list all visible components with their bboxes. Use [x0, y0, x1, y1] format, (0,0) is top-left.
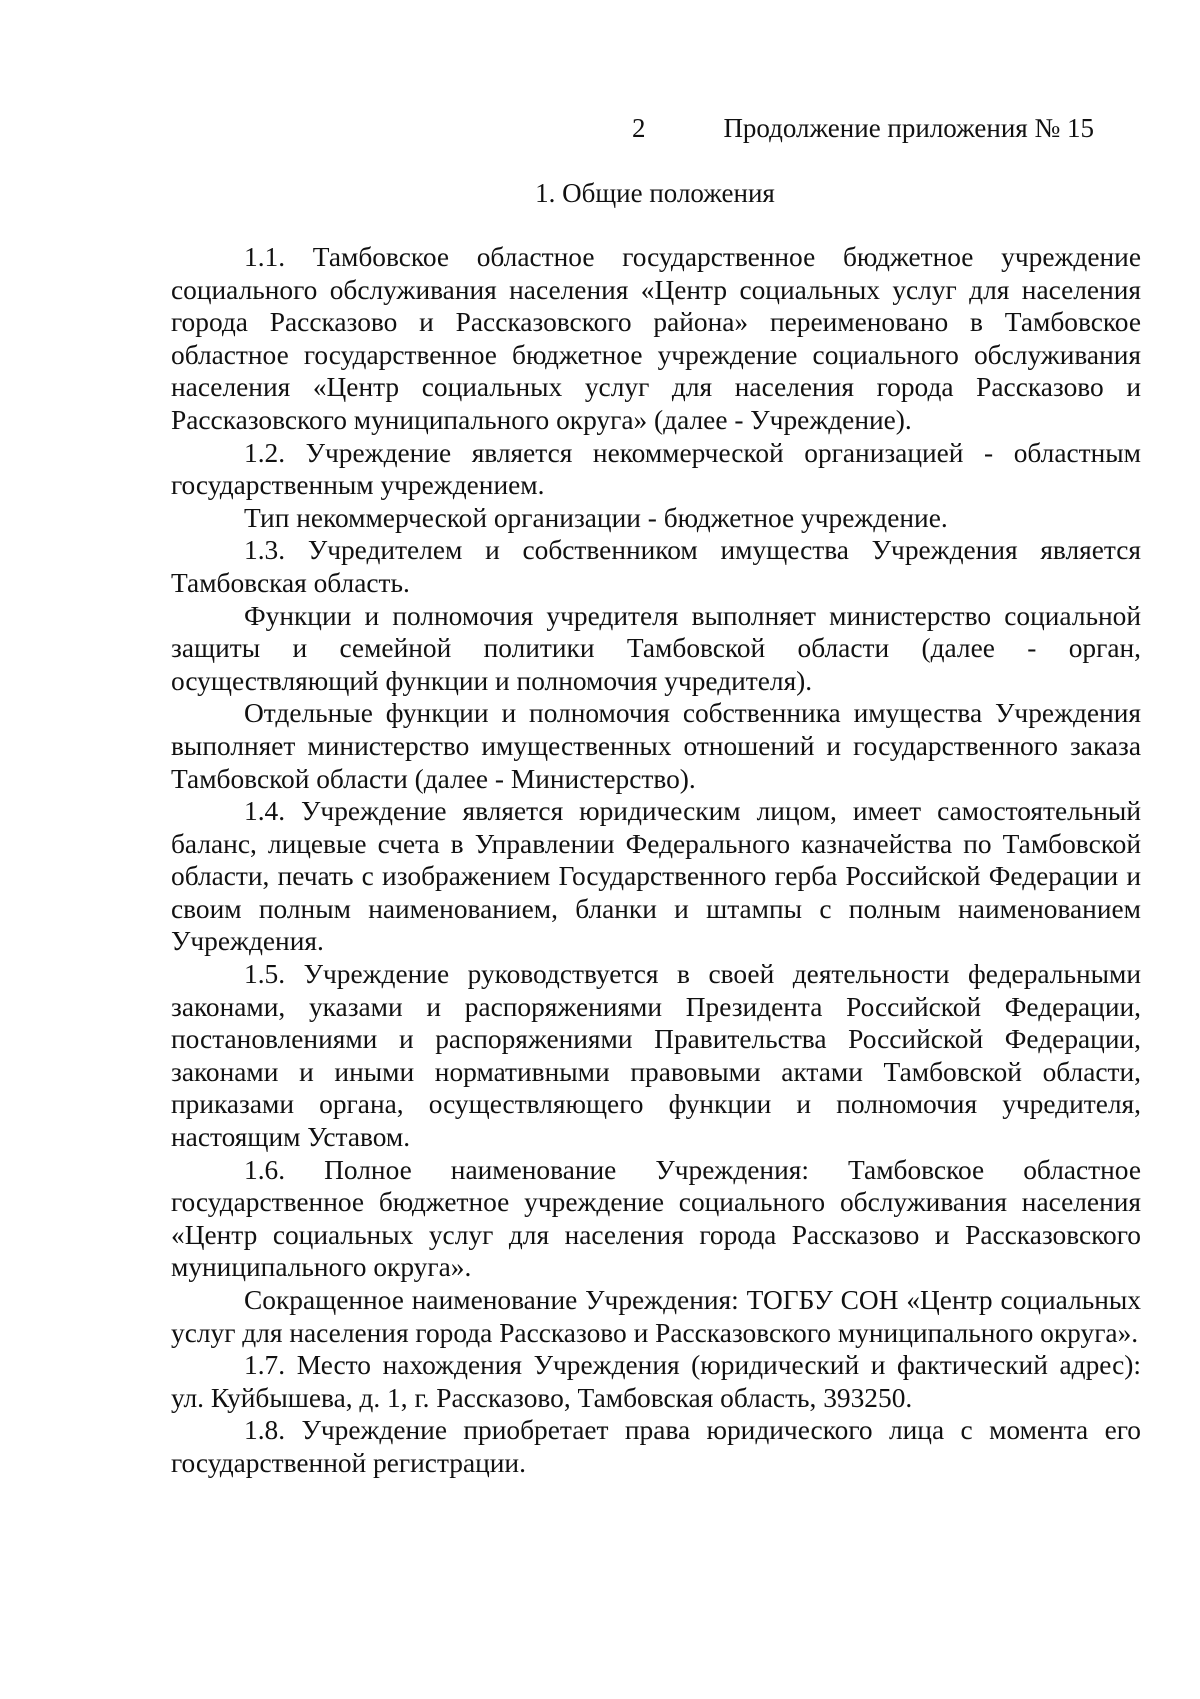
paragraph-1-1: 1.1. Тамбовское областное государственное бюджетное учреждение социального обслуживания населения «Центр социальных услуг для населения города Рассказово и Рассказовского района» переименовано в Тамбовское областное государственное бюджетное учреждение социального обслуживания населения «Центр социальных услуг для населения города Рассказово и Рассказовского муниципального округа» (далее - Учреждение).	[171, 242, 1141, 435]
section-title: 1. Общие положения	[535, 178, 775, 208]
page-header	[0, 113, 1200, 153]
document-body	[171, 241, 1141, 1480]
paragraph-short-name: Сокращенное наименование Учреждения: ТОГБУ СОН «Центр социальных услуг для населения города Рассказово и Рассказовского муниципального округа».	[171, 1285, 1141, 1348]
page-number: 2	[632, 113, 646, 143]
paragraph-1-5: 1.5. Учреждение руководствуется в своей деятельности федеральными законами, указами и распоряжениями Президента Российской Федерации, постановлениями и распоряжениями Правительства Российской Федерации, законами и иными нормативными правовыми актами Тамбовской области, приказами органа, осуществляющего функции и полномочия учредителя, настоящим Уставом.	[171, 959, 1141, 1153]
paragraph-1-6: 1.6. Полное наименование Учреждения: Тамбовское областное государственное бюджетное учреждение социального обслуживания населения «Центр социальных услуг для населения города Рассказово и Рассказовского муниципального округа».	[171, 1154, 1141, 1283]
paragraph-owner-functions: Отдельные функции и полномочия собственника имущества Учреждения выполняет министерство имущественных отношений и государственного заказа Тамбовской области (далее - Министерство).	[171, 698, 1141, 794]
paragraph-org-type: Тип некоммерческой организации - бюджетное учреждение.	[244, 502, 948, 533]
paragraph-1-3: 1.3. Учредителем и собственником имущества Учреждения является Тамбовская область.	[171, 535, 1141, 598]
paragraph-founder-functions: Функции и полномочия учредителя выполняет министерство социальной защиты и семейной политики Тамбовской области (далее - орган, осуществляющий функции и полномочия учредителя).	[171, 600, 1141, 696]
paragraph-1-8: 1.8. Учреждение приобретает права юридического лица с момента его государственной регистрации.	[171, 1415, 1141, 1478]
paragraph-1-4: 1.4. Учреждение является юридическим лицом, имеет самостоятельный баланс, лицевые счета в Управлении Федерального казначейства по Тамбовской области, печать с изображением Государственного герба Российской Федерации и своим полным наименованием, бланки и штампы с полным наименованием Учреждения.	[171, 796, 1141, 957]
appendix-label: Продолжение приложения № 15	[723, 113, 1094, 143]
paragraph-1-7: 1.7. Место нахождения Учреждения (юридический и фактический адрес): ул. Куйбышева, д. 1, г. Рассказово, Тамбовская область, 393250.	[171, 1350, 1141, 1413]
paragraph-1-2: 1.2. Учреждение является некоммерческой организацией - областным государственным учреждением.	[171, 437, 1141, 501]
